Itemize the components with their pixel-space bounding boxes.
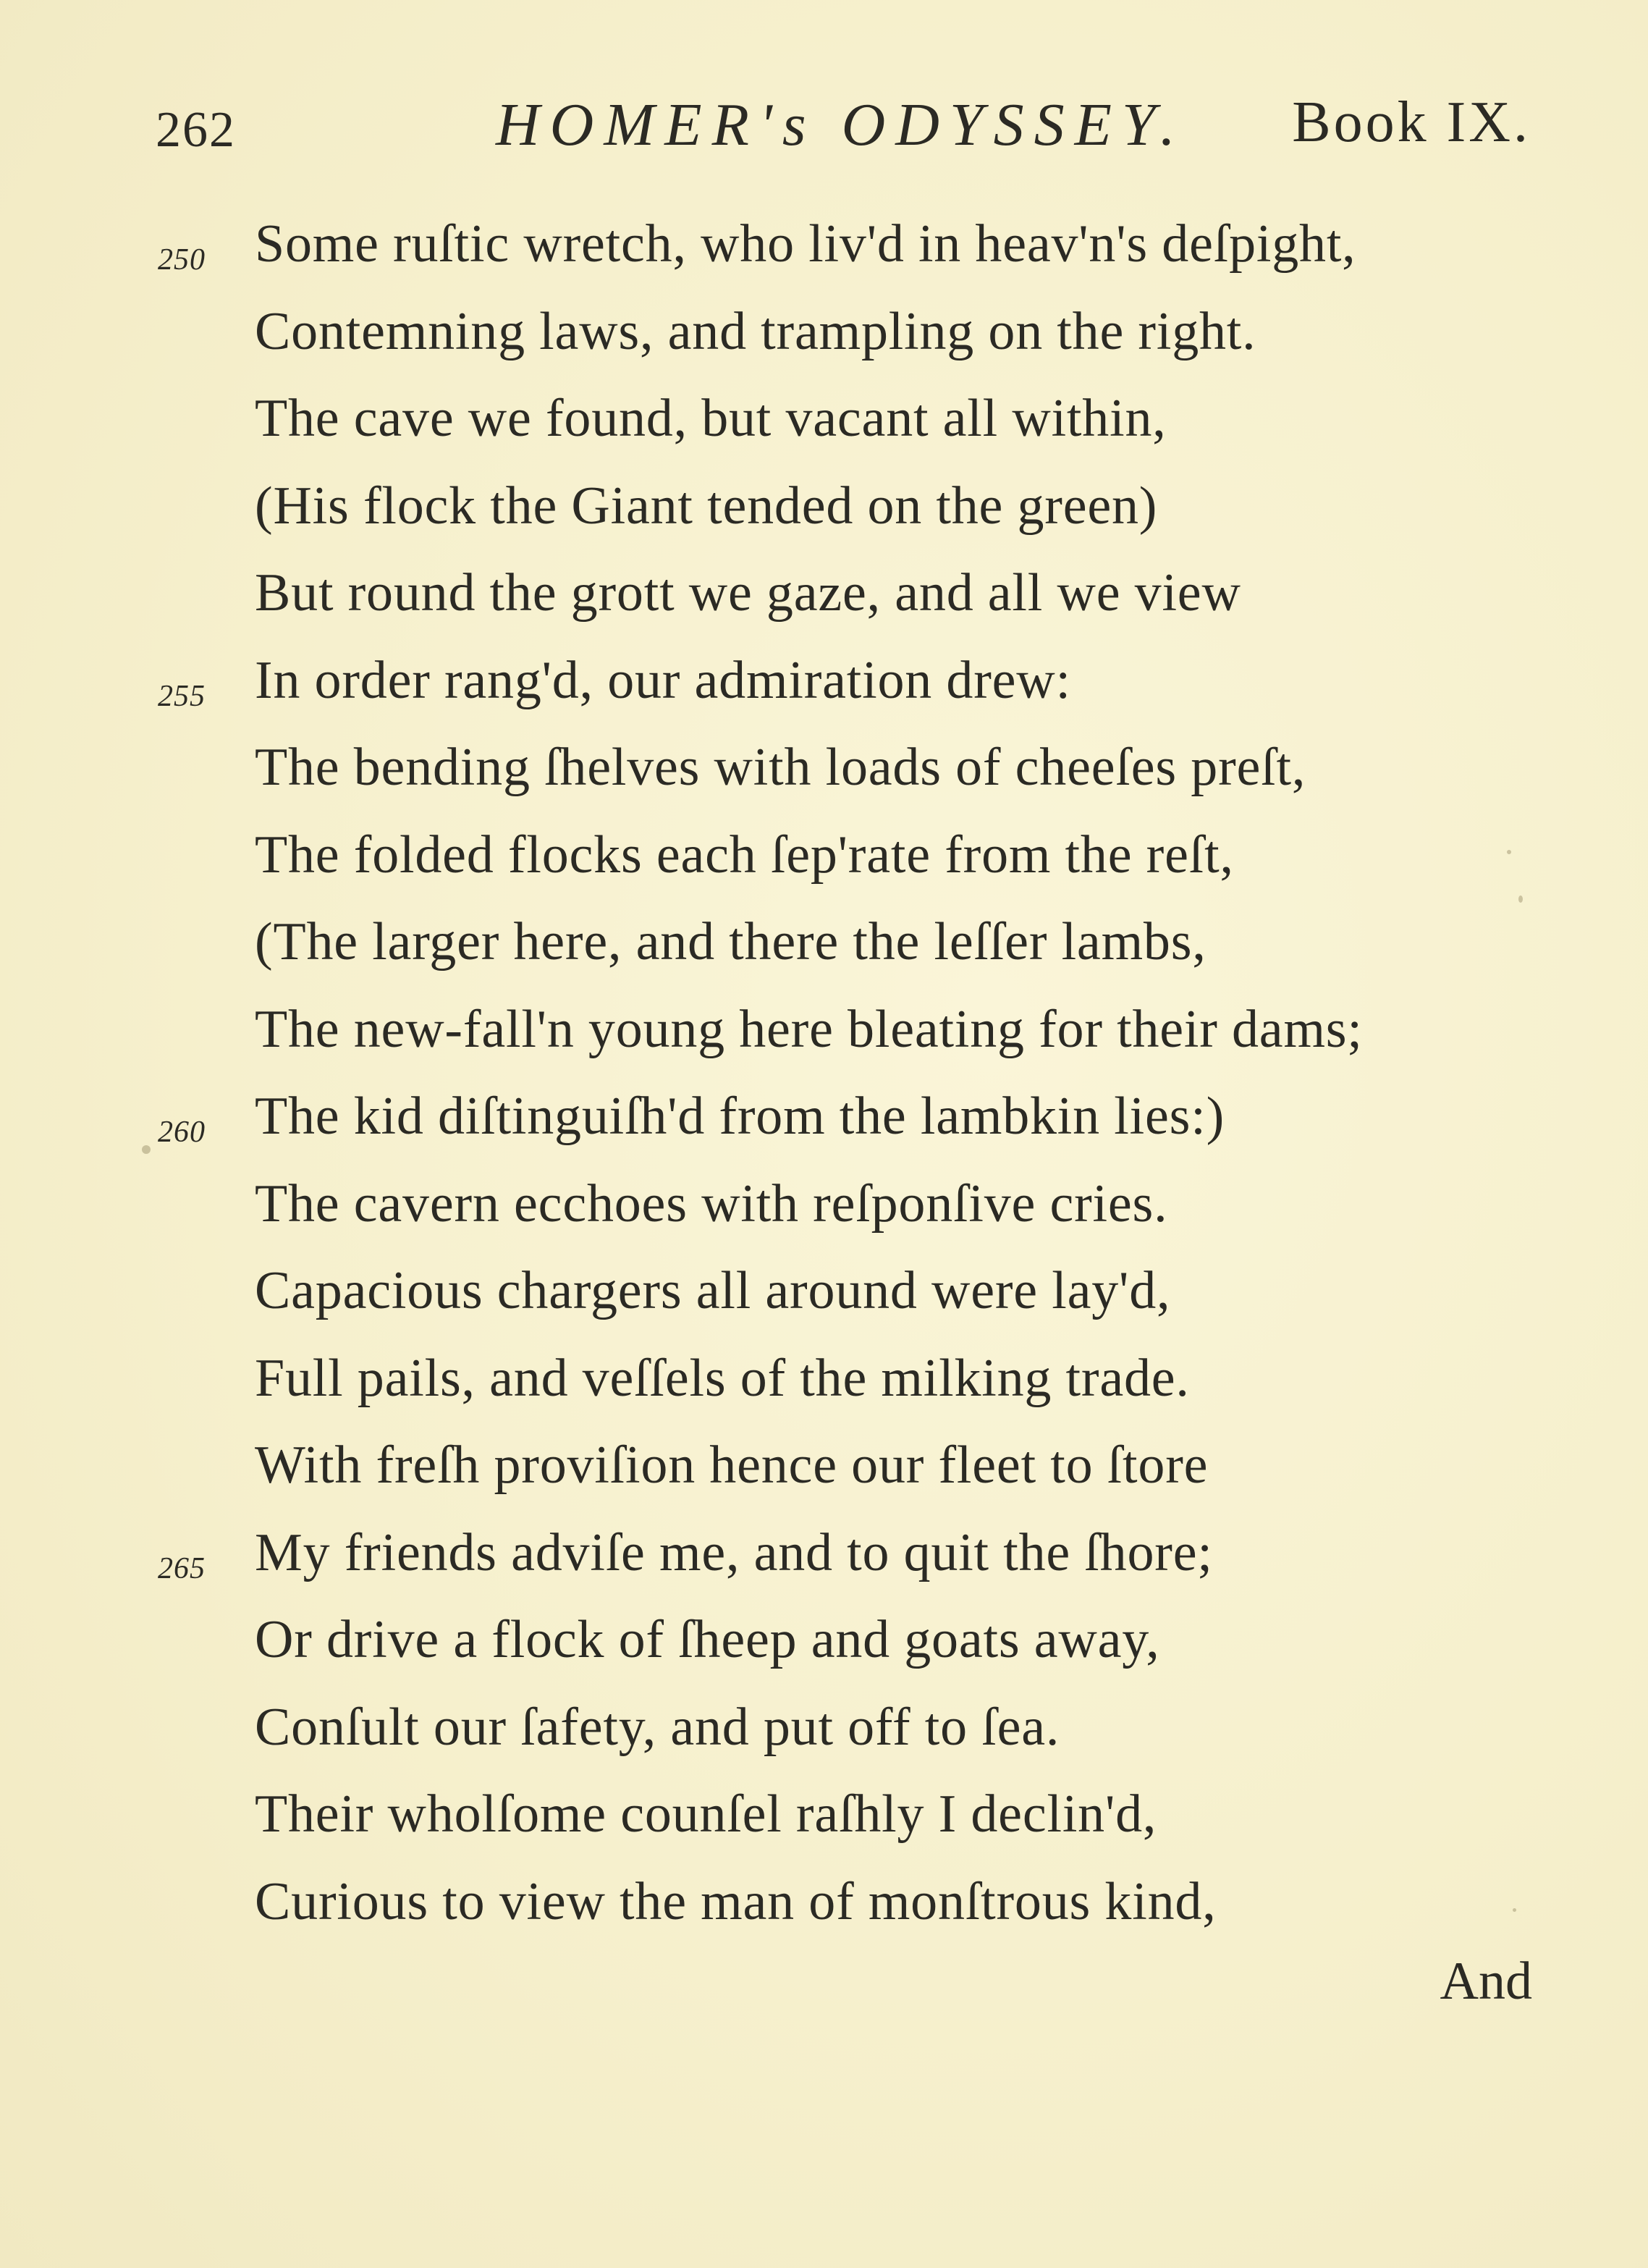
- ink-speck: [1513, 1908, 1516, 1912]
- line-text: My friends adviſe me, and to quit the ſhore;: [255, 1522, 1213, 1582]
- line-text: Their wholſome counſel raſhly I declin'd,: [255, 1784, 1157, 1844]
- verse-line: [0, 815, 1648, 903]
- running-title: HOMER's ODYSSEY.: [496, 91, 1186, 159]
- verse-line: [0, 1164, 1648, 1252]
- line-text: Conſult our ſafety, and put off to ſea.: [255, 1697, 1060, 1757]
- verse-line: [0, 1076, 1648, 1164]
- line-text: But round the grott we gaze, and all we view: [255, 563, 1241, 623]
- verse-line: [0, 641, 1648, 728]
- line-text: Or drive a flock of ſheep and goats away,: [255, 1610, 1160, 1669]
- line-text: Full pails, and veſſels of the milking trade.: [255, 1348, 1190, 1408]
- line-text: Capacious chargers all around were lay'd,: [255, 1261, 1171, 1320]
- line-number: 250: [158, 243, 206, 277]
- line-text: The kid diſtinguiſh'd from the lambkin lies:): [255, 1087, 1225, 1146]
- verse-line: [0, 902, 1648, 990]
- ink-speck: [1518, 895, 1523, 903]
- verse-line: [0, 466, 1648, 554]
- line-number: 255: [158, 679, 206, 713]
- ink-speck: [142, 1145, 151, 1154]
- verse-line: [0, 1687, 1648, 1775]
- ink-speck: [1507, 850, 1511, 854]
- line-text: Curious to view the man of monſtrous kind,: [255, 1871, 1217, 1931]
- book-label: Book IX.: [1292, 90, 1531, 154]
- line-number: 260: [158, 1116, 206, 1149]
- line-text: The cavern ecchoes with reſponſive cries.: [255, 1173, 1168, 1234]
- catchword: And: [1440, 1952, 1532, 2011]
- verse-line: [0, 1774, 1648, 1862]
- line-text: Contemning laws, and trampling on the right.: [255, 301, 1256, 361]
- line-text: (The larger here, and there the leſſer lambs,: [255, 912, 1207, 971]
- line-text: The bending ſhelves with loads of cheeſes preſt,: [255, 738, 1306, 797]
- line-text: (His flock the Giant tended on the green): [255, 476, 1158, 536]
- page-header: [156, 80, 1531, 159]
- line-text: The new-fall'n young here bleating for their dams;: [255, 999, 1363, 1059]
- line-text: With freſh proviſion hence our fleet to ſtore: [255, 1436, 1209, 1495]
- line-text: In order rang'd, our admiration drew:: [255, 650, 1071, 710]
- verse-line: [0, 1425, 1648, 1513]
- verse-line: [0, 204, 1648, 292]
- page-number: 262: [156, 102, 236, 158]
- verse-line: [0, 553, 1648, 641]
- verse-line: [0, 990, 1648, 1077]
- verse-line: [0, 292, 1648, 379]
- line-text: Some ruſtic wretch, who liv'd in heav'n's deſpight,: [255, 214, 1356, 274]
- verse-line: [0, 1600, 1648, 1687]
- line-text: The cave we found, but vacant all within,: [255, 389, 1167, 448]
- verse-line: [0, 1862, 1648, 1949]
- poem-text: [0, 204, 1648, 1949]
- verse-line: [0, 1251, 1648, 1339]
- verse-line: [0, 1339, 1648, 1426]
- verse-line: [0, 1513, 1648, 1601]
- verse-line: [0, 379, 1648, 466]
- line-number: 265: [158, 1551, 206, 1585]
- verse-line: [0, 728, 1648, 815]
- line-text: The folded flocks each ſep'rate from the reſt,: [255, 825, 1234, 885]
